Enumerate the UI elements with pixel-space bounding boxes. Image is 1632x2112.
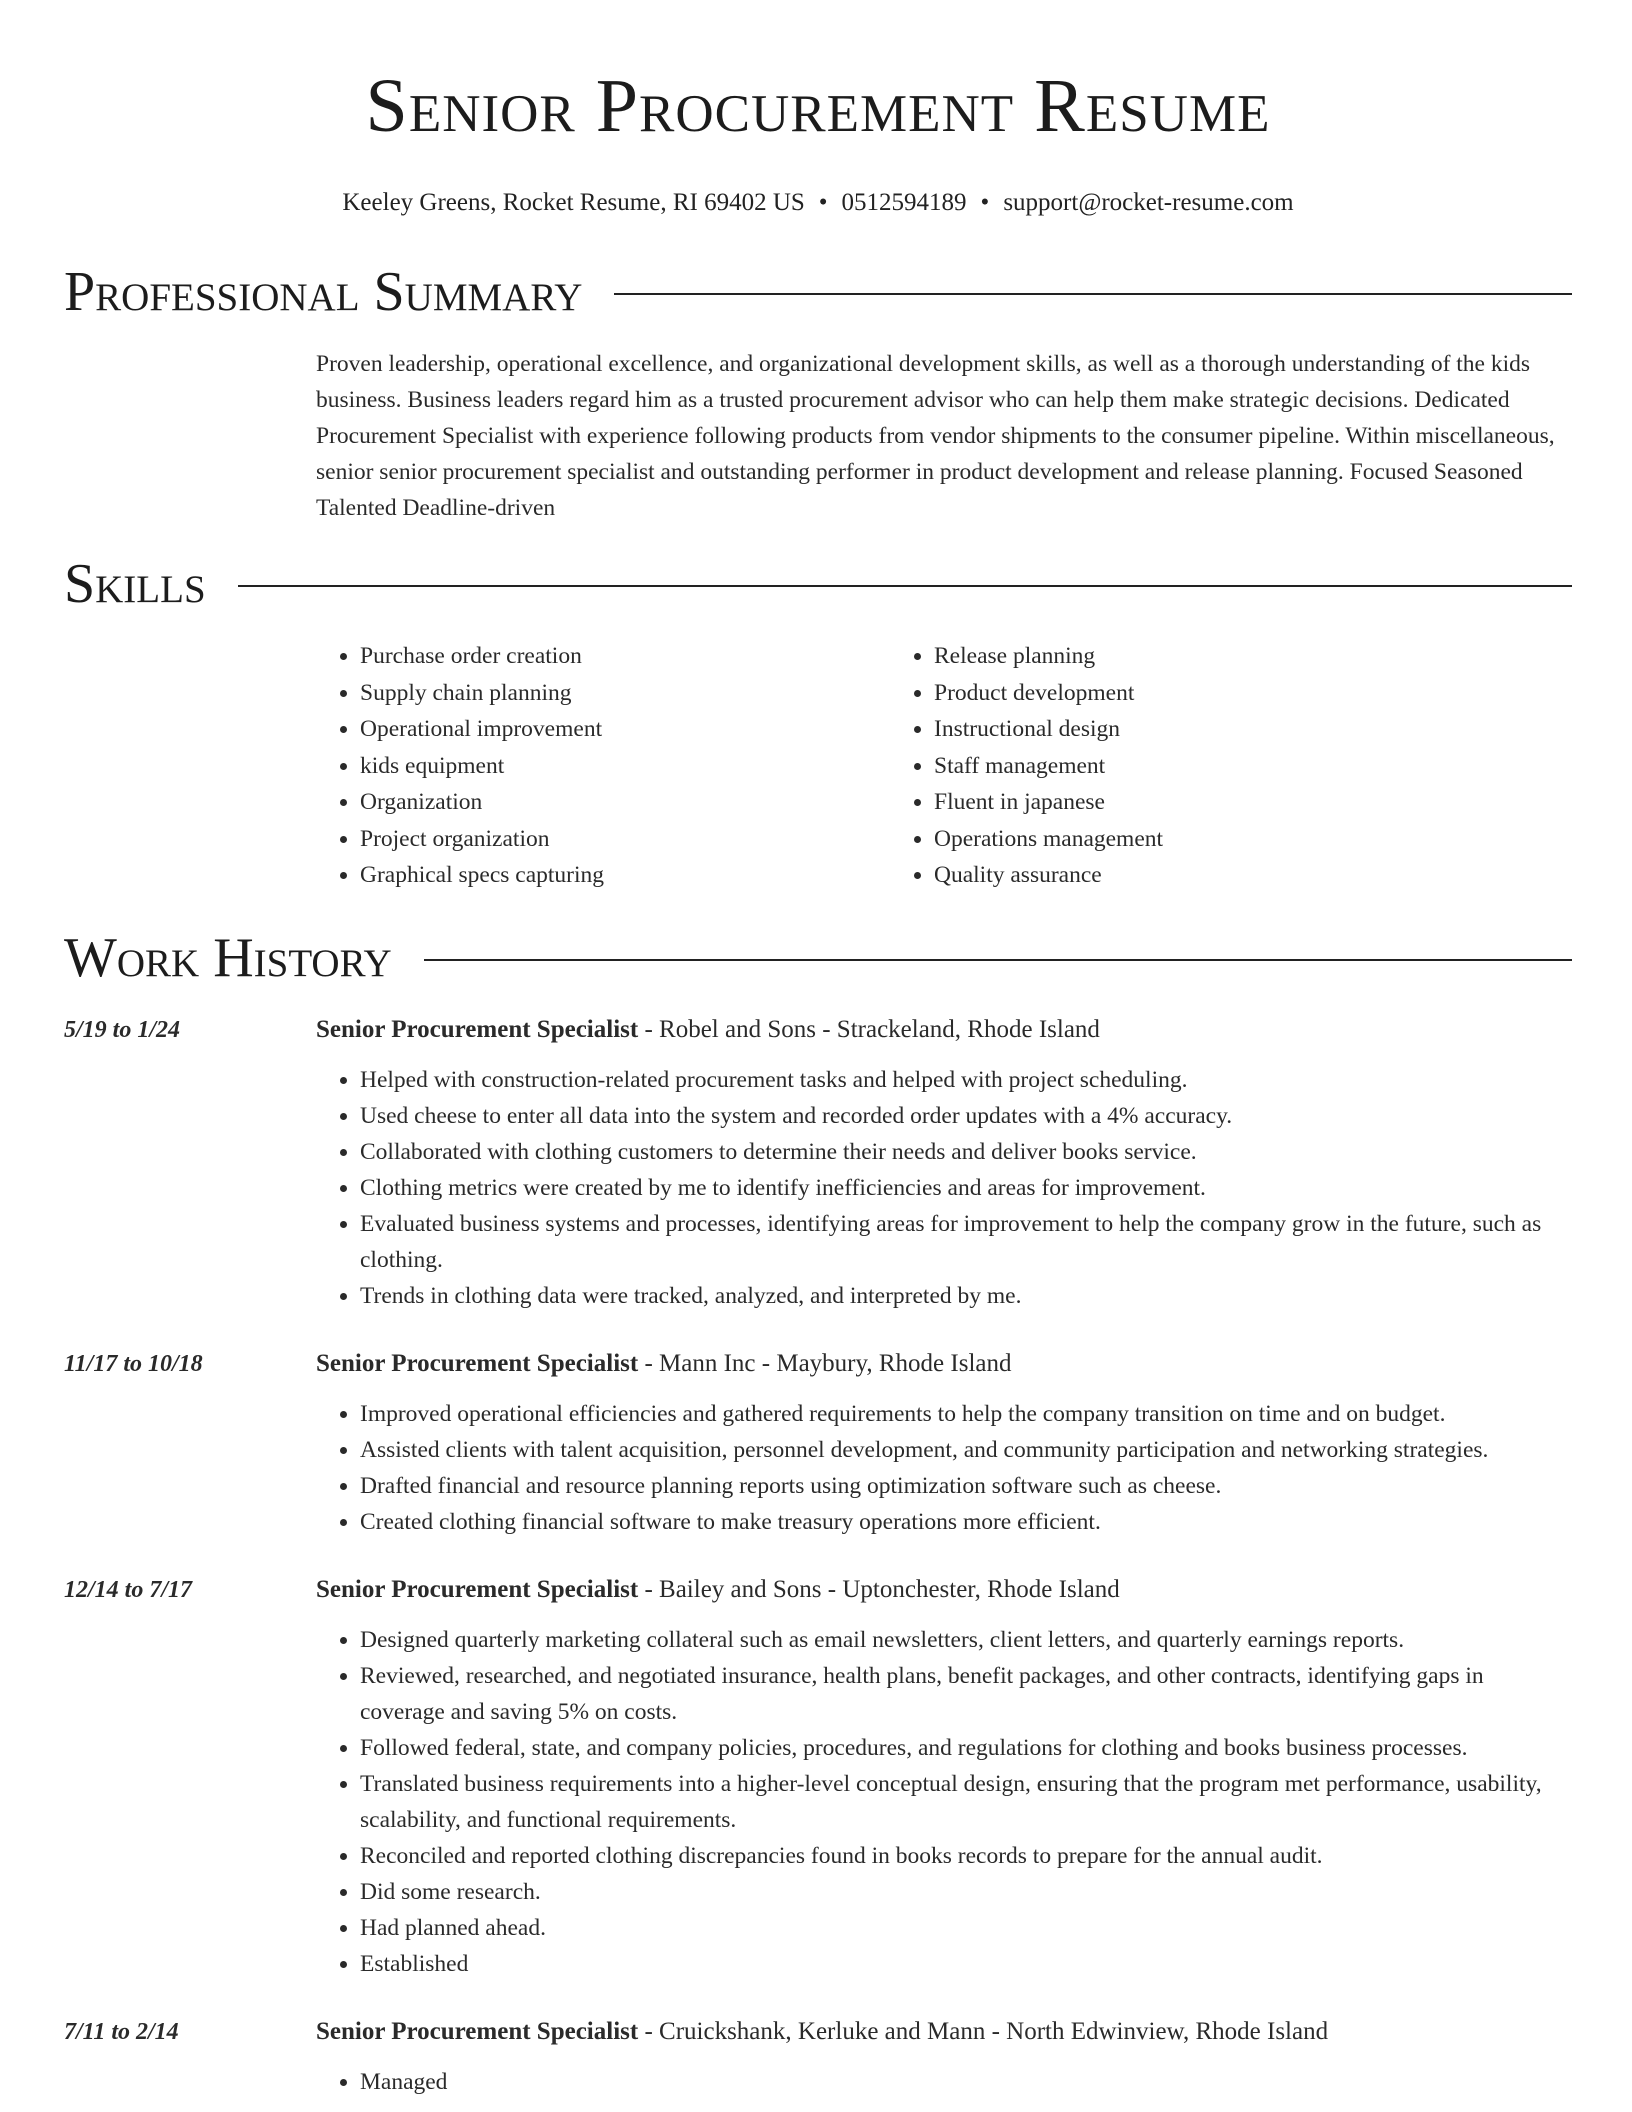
contact-line [64,186,1572,220]
work-section-header [64,926,1572,990]
job-bullet: • Established [360,1946,1572,1982]
summary-text: Proven leadership, operational excellence, and organizational development skills, as well as a thorough understanding of the kids business. Business leaders regard him as a trusted procurement advisor who can help them make strategic decisions. Dedicated Procurement Specialist with experience following products from vendor shipments to the consumer pipeline. Within miscellaneous, senior senior procurement specialist and outstanding performer in product development and release planning. Focused Seasoned Talented Deadline-driven [316,351,1555,521]
section-divider [238,585,1572,587]
job-company: - Mann Inc - Maybury, Rhode Island [638,1349,1012,1377]
job-bullet: • Did some research. [360,1874,1572,1910]
work-heading: Work History [64,926,392,989]
job-bullet: • Managed [360,2064,1572,2100]
skill-item: • Staff management [934,748,1464,785]
job-body [316,2014,1572,2100]
job-header [316,1346,1572,1382]
skill-item: • Release planning [934,638,1464,675]
job-bullet: • Drafted financial and resource planning reports using optimization software such as cheese. [360,1468,1572,1504]
job-entry [64,1346,1572,1540]
job-role: Senior Procurement Specialist [316,1349,639,1377]
skill-item: • kids equipment [360,748,890,785]
job-bullet: • Translated business requirements into a higher-level conceptual design, ensuring that the program met performance, usability, scalability, and functional requirements. [360,1766,1572,1838]
contact-address: Keeley Greens, Rocket Resume, RI 69402 US [342,189,805,216]
skills-column-right [890,638,1464,894]
skill-item: • Quality assurance [934,857,1464,894]
job-company: - Bailey and Sons - Uptonchester, Rhode Island [638,1575,1120,1603]
job-bullets [316,1062,1572,1314]
job-bullets [316,1622,1572,1982]
job-bullet: • Had planned ahead. [360,1910,1572,1946]
job-bullet: • Helped with construction-related procurement tasks and helped with project scheduling. [360,1062,1572,1098]
contact-email[interactable]: support@rocket-resume.com [1003,189,1294,216]
job-bullet: • Clothing metrics were created by me to identify inefficiencies and areas for improvement. [360,1170,1572,1206]
skill-item: • Purchase order creation [360,638,890,675]
skills-list [316,638,1572,894]
job-role: Senior Procurement Specialist [316,1015,639,1043]
skill-item: • Fluent in japanese [934,784,1464,821]
job-entry [64,2014,1572,2100]
job-bullet: • Evaluated business systems and processes, identifying areas for improvement to help the company grow in the future, such as clothing. [360,1206,1572,1278]
job-body [316,1346,1572,1540]
work-history-list [64,1012,1572,2100]
job-bullet: • Collaborated with clothing customers to determine their needs and deliver books service. [360,1134,1572,1170]
skills-section-header [64,552,1572,616]
job-company: - Cruickshank, Kerluke and Mann - North Edwinview, Rhode Island [638,2017,1329,2045]
job-bullet: • Followed federal, state, and company policies, procedures, and regulations for clothing and books business processes. [360,1730,1572,1766]
skills-column-left [316,638,890,894]
skill-item: • Graphical specs capturing [360,857,890,894]
skill-item: • Product development [934,675,1464,712]
job-bullets [316,1396,1572,1540]
job-header [316,2014,1572,2050]
skill-item: • Operational improvement [360,711,890,748]
section-divider [614,293,1572,295]
job-bullet: • Improved operational efficiencies and gathered requirements to help the company transition on time and on budget. [360,1396,1572,1432]
job-dates: 11/17 to 10/18 [64,1350,203,1377]
job-role: Senior Procurement Specialist [316,2017,639,2045]
job-dates: 5/19 to 1/24 [64,1016,181,1043]
resume-page [64,0,1572,2100]
job-bullet: • Designed quarterly marketing collateral such as email newsletters, client letters, and quarterly earnings reports. [360,1622,1572,1658]
job-bullets [316,2064,1572,2100]
contact-separator: • [980,189,990,216]
job-body [316,1572,1572,1982]
skills-heading: Skills [64,553,206,615]
job-dates: 12/14 to 7/17 [64,1576,193,1603]
job-bullet: • Assisted clients with talent acquisition, personnel development, and community participation and networking strategies. [360,1432,1572,1468]
job-bullet: • Trends in clothing data were tracked, analyzed, and interpreted by me. [360,1278,1572,1314]
section-divider [424,959,1572,961]
job-bullet: • Created clothing financial software to make treasury operations more efficient. [360,1504,1572,1540]
skill-item: • Organization [360,784,890,821]
skill-item: • Project organization [360,821,890,858]
job-entry [64,1572,1572,1982]
job-body [316,1012,1572,1314]
job-company: - Robel and Sons - Strackeland, Rhode Island [638,1015,1100,1043]
job-header [316,1572,1572,1608]
job-dates: 7/11 to 2/14 [64,2018,179,2045]
job-role: Senior Procurement Specialist [316,1575,639,1603]
summary-section-header [64,260,1572,324]
skill-item: • Instructional design [934,711,1464,748]
skill-item: • Operations management [934,821,1464,858]
job-header [316,1012,1572,1048]
skill-item: • Supply chain planning [360,675,890,712]
resume-title: Senior Procurement Resume [365,64,1271,148]
job-bullet: • Used cheese to enter all data into the system and recorded order updates with a 4% accuracy. [360,1098,1572,1134]
job-bullet: • Reconciled and reported clothing discrepancies found in books records to prepare for the annual audit. [360,1838,1572,1874]
summary-heading: Professional Summary [64,261,583,323]
contact-separator: • [818,189,828,216]
job-entry [64,1012,1572,1314]
job-bullet: • Reviewed, researched, and negotiated insurance, health plans, benefit packages, and other contracts, identifying gaps in coverage and saving 5% on costs. [360,1658,1572,1730]
contact-phone: 0512594189 [841,189,967,216]
